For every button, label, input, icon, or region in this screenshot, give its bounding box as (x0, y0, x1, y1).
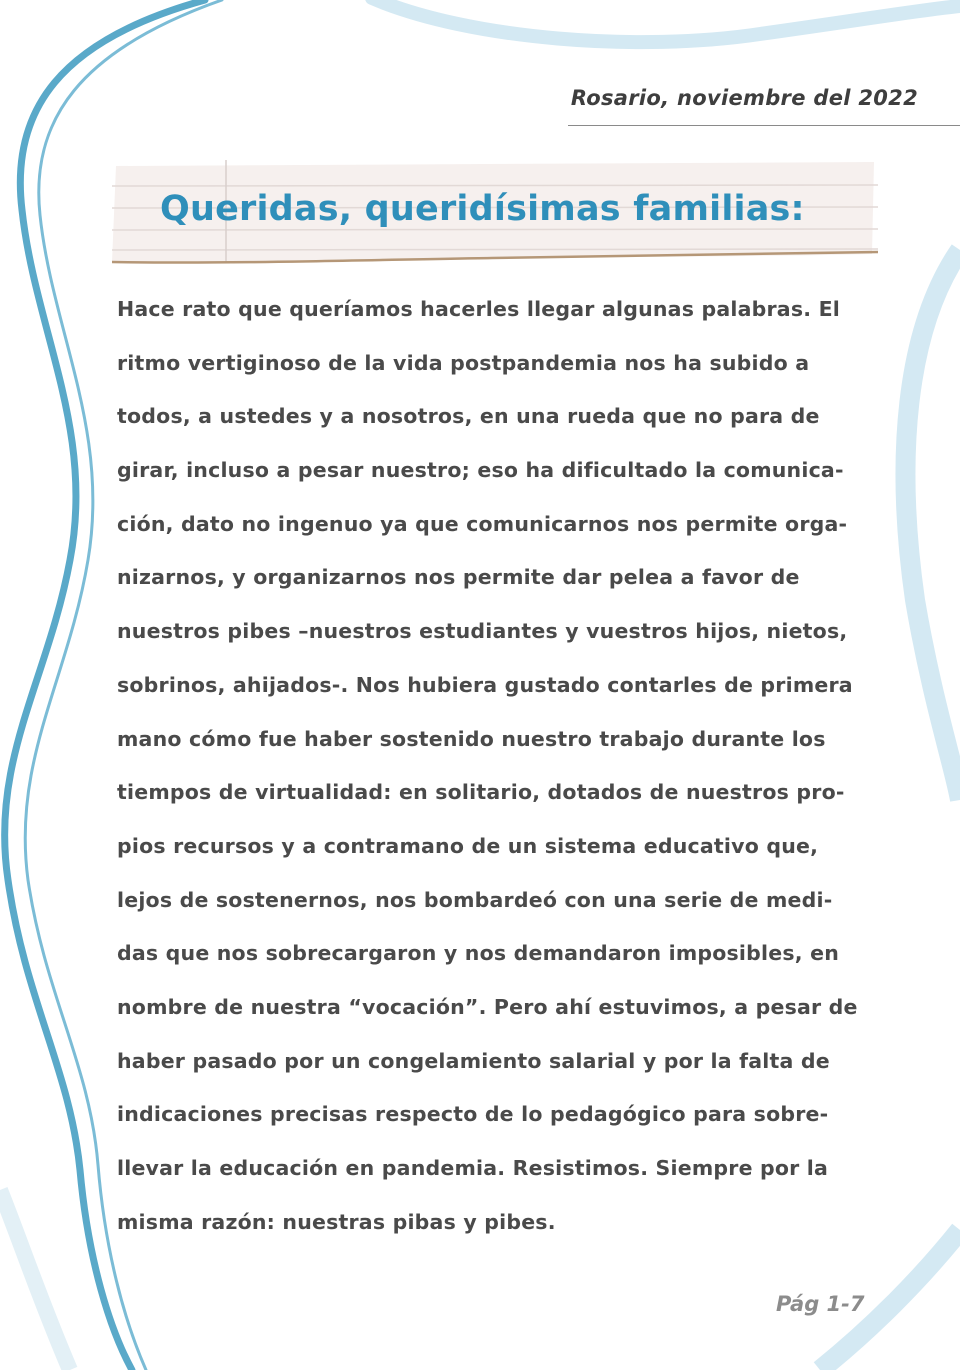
body-line: tiempos de virtualidad: en solitario, dotados de nuestros pro- (117, 780, 845, 805)
body-line: misma razón: nuestras pibas y pibes. (117, 1209, 556, 1234)
date-underline (568, 125, 960, 126)
body-line: das que nos sobrecargaron y nos demandaron imposibles, en (117, 941, 839, 966)
body-line: todos, a ustedes y a nosotros, en una rueda que no para de (117, 404, 820, 429)
body-line: sobrinos, ahijados-. Nos hubiera gustado contarles de primera (117, 672, 853, 697)
body-line: haber pasado por un congelamiento salarial y por la falta de (117, 1048, 830, 1073)
letter-date: Rosario, noviembre del 2022 (570, 86, 918, 110)
letter-greeting-title: Queridas, queridísimas familias: (160, 189, 805, 229)
right-light-wave (905, 250, 960, 800)
body-line: nuestros pibes –nuestros estudiantes y vuestros hijos, nietos, (117, 619, 848, 644)
body-line: lejos de sostenernos, nos bombardeó con una serie de medi- (117, 887, 833, 912)
body-line: nombre de nuestra “vocación”. Pero ahí estuvimos, a pesar de (117, 994, 858, 1019)
body-line: indicaciones precisas respecto de lo pedagógico para sobre- (117, 1102, 829, 1127)
top-light-wave-stroke (372, 0, 960, 42)
letter-body (117, 283, 907, 1249)
body-line: ritmo vertiginoso de la vida postpandemia nos ha subido a (117, 350, 810, 375)
body-line: girar, incluso a pesar nuestro; eso ha dificultado la comunica- (117, 458, 844, 483)
body-line: ción, dato no ingenuo ya que comunicarnos nos permite orga- (117, 511, 848, 536)
left-bottom-light-wave (0, 1190, 70, 1370)
body-line: pios recursos y a contramano de un sistema educativo que, (117, 833, 819, 858)
body-line: mano cómo fue haber sostenido nuestro trabajo durante los (117, 726, 826, 751)
body-line: nizarnos, y organizarnos nos permite dar pelea a favor de (117, 565, 800, 590)
body-line: llevar la educación en pandemia. Resistimos. Siempre por la (117, 1156, 829, 1180)
page-number: Pág 1-7 (776, 1292, 865, 1316)
body-line: Hace rato que queríamos hacerles llegar algunas palabras. El (117, 297, 840, 321)
